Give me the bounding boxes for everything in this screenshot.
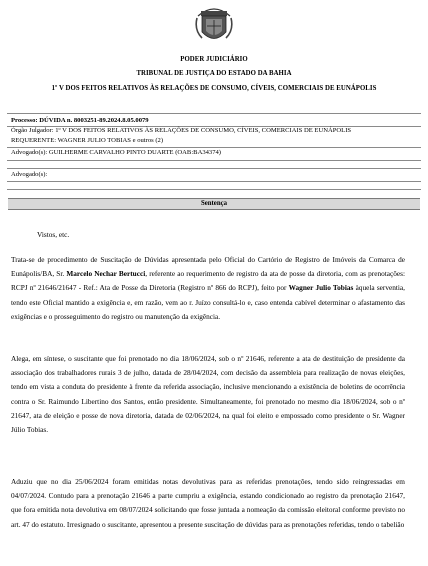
divider bbox=[7, 189, 421, 190]
name-marcelo: Marcelo Nechar Bertucci bbox=[66, 269, 146, 279]
paragraph-1: Trata-se de procedimento de Suscitação de Dúvidas apresentada pelo Oficial do Cartório de Registro de Imóveis da Comarca de Eunápolis/BA, Sr. Marcelo Nechar Bertucci, referente ao requerimento de registro da ata de posse da diretoria, com as prenotações: RCPJ nº 21646/21647 - Ref.: Ata de Posse da Diretoria (Registro nº 866 do RCPJ), feito por Wagner Julio Tobias àquela serventia, tendo este Oficial mantido a exigência e, em razão, vem ao r. Juízo consultá-lo e, caso entenda cabível determinar o afastamento das exigências e o prosseguimento do registro ou manutenção da exigência. bbox=[11, 255, 406, 321]
divider bbox=[7, 181, 421, 182]
divider bbox=[7, 147, 421, 148]
requerente: REQUERENTE: WAGNER JULIO TOBIAS e outros (2) bbox=[11, 137, 164, 144]
header-line-2: TRIBUNAL DE JUSTIÇA DO ESTADO DA BAHIA bbox=[136, 70, 292, 77]
section-title-sentenca: Sentença bbox=[8, 198, 420, 210]
name-wagner: Wagner Julio Tobias bbox=[288, 283, 354, 293]
orgao-julgador: Órgão Julgador: 1º V DOS FEITOS RELATIVOS ÀS RELAÇÕES DE CONSUMO, CÍVEIS, COMERCIAIS DE EUNÁPOLIS bbox=[11, 127, 352, 134]
divider bbox=[7, 113, 421, 114]
vistos-line: Vistos, etc. bbox=[37, 230, 70, 239]
processo-number: Processo: DÚVIDA n. 8003251-89.2024.8.05.0079 bbox=[11, 117, 149, 124]
header-line-3: 1º V DOS FEITOS RELATIVOS ÀS RELAÇÕES DE CONSUMO, CÍVEIS, COMERCIAIS DE EUNÁPOLIS bbox=[51, 85, 377, 92]
paragraph-2: Alega, em síntese, o suscitante que foi prenotado no dia 18/06/2024, sob o nº 21646, referente a ata de destituição de presidente da associação dos trabalhadores rurais 3 de julho, datada de 28/04/2024, com decisão da assembleia para realização de novas eleições, tendo em vista a conduta do presidente à frente da referida associação, inclusive mencionando a existência de boletins de ocorrência contra o Sr. Raimundo Libertino dos Santos, então presidente. Simultaneamente, foi prenotado no mesmo dia 18/06/2024, sob o nº 21647, ata de eleição e posse de nova diretoria, datada de 02/06/2024, na qual foi eleito e empossado como presidente o Sr. Wagner Júlio Tobias. bbox=[11, 354, 405, 435]
divider bbox=[7, 160, 421, 161]
advogado-2: Advogado(s): bbox=[11, 171, 48, 178]
paragraph-3: Aduziu que no dia 25/06/2024 foram emitidas notas devolutivas para as referidas prenotações, tendo sido reingressadas em 04/07/2024. Contudo para a prenotação 21646 a parte cumpriu a exigência, estando condicionado ao registro da prenotação 21647, que fora emitida nota devolutiva em 08/07/2024 solicitando que fosse juntada a nomeação da comissão eleitoral conforme previsto no art. 47 do estatuto. Irresignado o suscitante, apresentou a presente suscitação de dúvidas para as prenotações referidas, tendo o tabelião bbox=[11, 477, 405, 529]
advogado-1: Advogado(s): GUILHERME CARVALHO PINTO DUARTE (OAB:BA34374) bbox=[11, 149, 222, 156]
header-line-1: PODER JUDICIÁRIO bbox=[180, 56, 248, 63]
divider bbox=[7, 168, 421, 169]
coat-of-arms-emblem bbox=[194, 4, 234, 46]
